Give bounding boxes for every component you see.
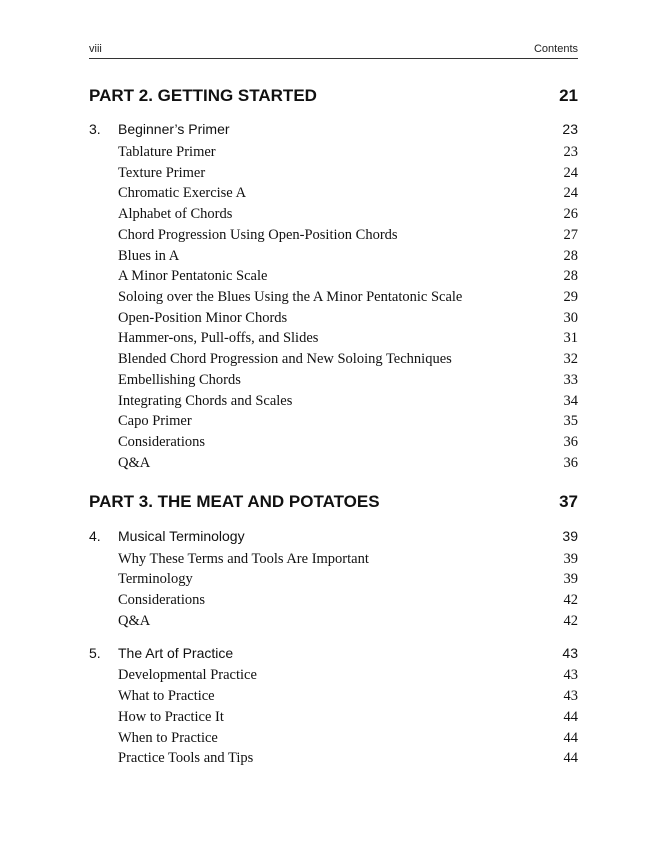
entry-title: Alphabet of Chords [118,206,233,222]
toc-entry[interactable] [118,165,578,185]
entry-page-number: 28 [563,268,578,284]
part-heading[interactable] [89,86,578,110]
entry-title: Chromatic Exercise A [118,185,247,201]
entry-title: How to Practice It [118,709,224,725]
entry-title: Texture Primer [118,165,206,181]
toc-entry[interactable] [118,289,578,309]
entry-title: Q&A [118,613,151,629]
toc-entry[interactable] [118,393,578,413]
toc-entry[interactable] [118,144,578,164]
chapter-page-number: 23 [562,121,578,137]
part-label: PART 3. THE MEAT AND POTATOES [89,492,380,511]
entry-page-number: 28 [563,248,578,264]
entry-title: Capo Primer [118,413,192,429]
entry-page-number: 29 [563,289,578,305]
entry-page-number: 36 [563,434,578,450]
header-rule [89,58,578,59]
chapter-heading[interactable] [89,121,578,141]
entry-title: Blended Chord Progression and New Soloing Techniques [118,351,452,367]
toc-entry[interactable] [118,592,578,612]
entry-page-number: 34 [563,393,578,409]
chapter-title: Beginner’s Primer [118,121,230,137]
entry-page-number: 44 [563,750,578,766]
entry-title: Terminology [118,571,193,587]
page-folio: viii [89,43,102,55]
entry-page-number: 23 [563,144,578,160]
entry-title: Hammer-ons, Pull-offs, and Slides [118,330,319,346]
part-page-number: 21 [559,86,578,105]
entry-page-number: 35 [563,413,578,429]
entry-title: Chord Progression Using Open-Position Chords [118,227,398,243]
entry-title: Considerations [118,434,205,450]
entry-title: Q&A [118,455,151,471]
entry-title: Embellishing Chords [118,372,241,388]
running-head [89,39,578,59]
entry-title: What to Practice [118,688,215,704]
entry-title: Developmental Practice [118,667,257,683]
toc-entry[interactable] [118,750,578,770]
chapter-title: The Art of Practice [118,645,234,661]
entry-title: A Minor Pentatonic Scale [118,268,268,284]
toc-entry[interactable] [118,667,578,687]
chapter-heading[interactable] [89,645,578,665]
entry-page-number: 33 [563,372,578,388]
part-label: PART 2. GETTING STARTED [89,86,317,105]
entry-page-number: 24 [563,165,578,181]
entry-page-number: 39 [563,551,578,567]
entry-title: Tablature Primer [118,144,216,160]
toc-entry[interactable] [118,268,578,288]
chapter-page-number: 43 [562,645,578,661]
entry-page-number: 32 [563,351,578,367]
entry-page-number: 26 [563,206,578,222]
toc-entry[interactable] [118,413,578,433]
entry-page-number: 44 [563,709,578,725]
entry-page-number: 42 [563,613,578,629]
toc-entry[interactable] [118,730,578,750]
entry-title: Soloing over the Blues Using the A Minor Pentatonic Scale [118,289,463,305]
chapter-number: 4. [89,528,101,544]
toc-entry[interactable] [118,551,578,571]
entry-page-number: 30 [563,310,578,326]
chapter-heading[interactable] [89,528,578,548]
entry-page-number: 42 [563,592,578,608]
entry-title: Integrating Chords and Scales [118,393,293,409]
toc-entry[interactable] [118,709,578,729]
part-heading[interactable] [89,492,578,516]
chapter-number: 3. [89,121,101,137]
entry-title: Blues in A [118,248,180,264]
toc-entry[interactable] [118,434,578,454]
toc-entry[interactable] [118,571,578,591]
entry-page-number: 31 [563,330,578,346]
part-page-number: 37 [559,492,578,511]
chapter-page-number: 39 [562,528,578,544]
toc-entry[interactable] [118,455,578,475]
entry-title: Open-Position Minor Chords [118,310,288,326]
toc-entry[interactable] [118,351,578,371]
entry-page-number: 27 [563,227,578,243]
chapter-title: Musical Terminology [118,528,245,544]
toc-entry[interactable] [118,206,578,226]
toc-entry[interactable] [118,613,578,633]
toc-entry[interactable] [118,688,578,708]
entry-page-number: 39 [563,571,578,587]
entry-title: Considerations [118,592,205,608]
entry-page-number: 43 [563,667,578,683]
entry-page-number: 24 [563,185,578,201]
toc-entry[interactable] [118,185,578,205]
toc-entry[interactable] [118,310,578,330]
running-head-title: Contents [533,43,578,55]
toc-entry[interactable] [118,227,578,247]
chapter-number: 5. [89,645,101,661]
toc-entry[interactable] [118,248,578,268]
entry-title: Why These Terms and Tools Are Important [118,551,369,567]
entry-page-number: 36 [563,455,578,471]
toc-entry[interactable] [118,372,578,392]
entry-title: Practice Tools and Tips [118,750,254,766]
entry-title: When to Practice [118,730,218,746]
entry-page-number: 43 [563,688,578,704]
toc-entry[interactable] [118,330,578,350]
entry-page-number: 44 [563,730,578,746]
